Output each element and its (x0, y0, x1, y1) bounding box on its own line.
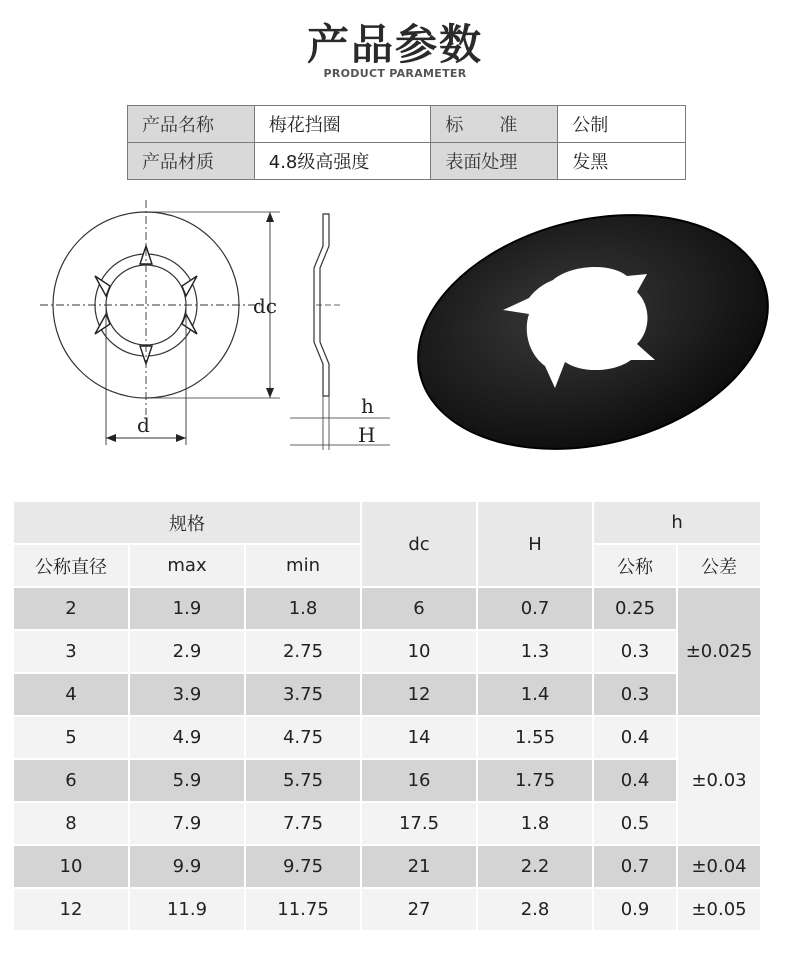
cell-dc: 12 (362, 674, 476, 715)
cell-tolerance: ±0.025 (678, 588, 760, 715)
info-label-surface: 表面处理 (431, 143, 558, 180)
info-label-material: 产品材质 (128, 143, 255, 180)
cell-h: 0.3 (594, 674, 676, 715)
cell-max: 3.9 (130, 674, 244, 715)
cell-h: 0.25 (594, 588, 676, 629)
cell-min: 7.75 (246, 803, 360, 844)
header-nominal-diameter: 公称直径 (14, 545, 128, 586)
info-row (128, 143, 686, 180)
header-h-tolerance: 公差 (678, 545, 760, 586)
cell-H: 1.4 (478, 674, 592, 715)
cell-dc: 21 (362, 846, 476, 887)
page-subtitle: PRODUCT PARAMETER (323, 67, 467, 80)
info-label-product-name: 产品名称 (128, 106, 255, 143)
header-max: max (130, 545, 244, 586)
cell-dc: 17.5 (362, 803, 476, 844)
cell-h: 0.9 (594, 889, 676, 930)
cell-max: 9.9 (130, 846, 244, 887)
cell-tolerance: ±0.03 (678, 717, 760, 844)
spec-table (12, 500, 762, 932)
table-row (14, 889, 760, 930)
cell-max: 7.9 (130, 803, 244, 844)
cell-dc: 27 (362, 889, 476, 930)
table-row (14, 674, 760, 715)
info-value-material: 4.8级高强度 (254, 143, 431, 180)
cell-min: 2.75 (246, 631, 360, 672)
header-spec-group: 规格 (14, 502, 360, 543)
cell-max: 2.9 (130, 631, 244, 672)
cell-min: 9.75 (246, 846, 360, 887)
header-min: min (246, 545, 360, 586)
cell-tolerance: ±0.04 (678, 846, 760, 887)
cell-H: 1.8 (478, 803, 592, 844)
cell-H: 1.55 (478, 717, 592, 758)
cell-d: 5 (14, 717, 128, 758)
table-row (14, 803, 760, 844)
header-H: H (478, 502, 592, 586)
cell-H: 1.75 (478, 760, 592, 801)
cell-h: 0.4 (594, 760, 676, 801)
spec-header-row (14, 502, 760, 543)
table-row (14, 760, 760, 801)
cell-d: 3 (14, 631, 128, 672)
cell-dc: 14 (362, 717, 476, 758)
cell-min: 1.8 (246, 588, 360, 629)
cell-dc: 10 (362, 631, 476, 672)
info-value-standard: 公制 (558, 106, 686, 143)
cell-min: 5.75 (246, 760, 360, 801)
page-title: 产品参数 (306, 20, 483, 69)
header-h-group: h (594, 502, 760, 543)
info-label-standard: 标 准 (431, 106, 558, 143)
table-row (14, 631, 760, 672)
info-value-product-name: 梅花挡圈 (254, 106, 431, 143)
table-row (14, 846, 760, 887)
product-info-table (127, 105, 686, 180)
cell-dc: 16 (362, 760, 476, 801)
label-H: H (358, 423, 376, 447)
cell-h: 0.4 (594, 717, 676, 758)
cell-max: 11.9 (130, 889, 244, 930)
cell-d: 12 (14, 889, 128, 930)
info-row (128, 106, 686, 143)
table-row (14, 717, 760, 758)
label-h: h (361, 394, 374, 418)
cell-min: 4.75 (246, 717, 360, 758)
cell-dc: 6 (362, 588, 476, 629)
cell-h: 0.3 (594, 631, 676, 672)
cell-d: 8 (14, 803, 128, 844)
cell-h: 0.5 (594, 803, 676, 844)
cell-H: 2.8 (478, 889, 592, 930)
cell-max: 5.9 (130, 760, 244, 801)
cell-max: 4.9 (130, 717, 244, 758)
technical-drawing (40, 200, 400, 460)
cell-d: 4 (14, 674, 128, 715)
cell-d: 2 (14, 588, 128, 629)
cell-min: 3.75 (246, 674, 360, 715)
label-d: d (137, 413, 150, 437)
header-dc: dc (362, 502, 476, 586)
cell-H: 1.3 (478, 631, 592, 672)
cell-H: 0.7 (478, 588, 592, 629)
cell-h: 0.7 (594, 846, 676, 887)
label-dc: dc (253, 294, 278, 318)
cell-min: 11.75 (246, 889, 360, 930)
header-h-nominal: 公称 (594, 545, 676, 586)
cell-tolerance: ±0.05 (678, 889, 760, 930)
product-photo (405, 210, 775, 470)
cell-max: 1.9 (130, 588, 244, 629)
cell-d: 6 (14, 760, 128, 801)
cell-d: 10 (14, 846, 128, 887)
info-value-surface: 发黑 (558, 143, 686, 180)
cell-H: 2.2 (478, 846, 592, 887)
table-row (14, 588, 760, 629)
